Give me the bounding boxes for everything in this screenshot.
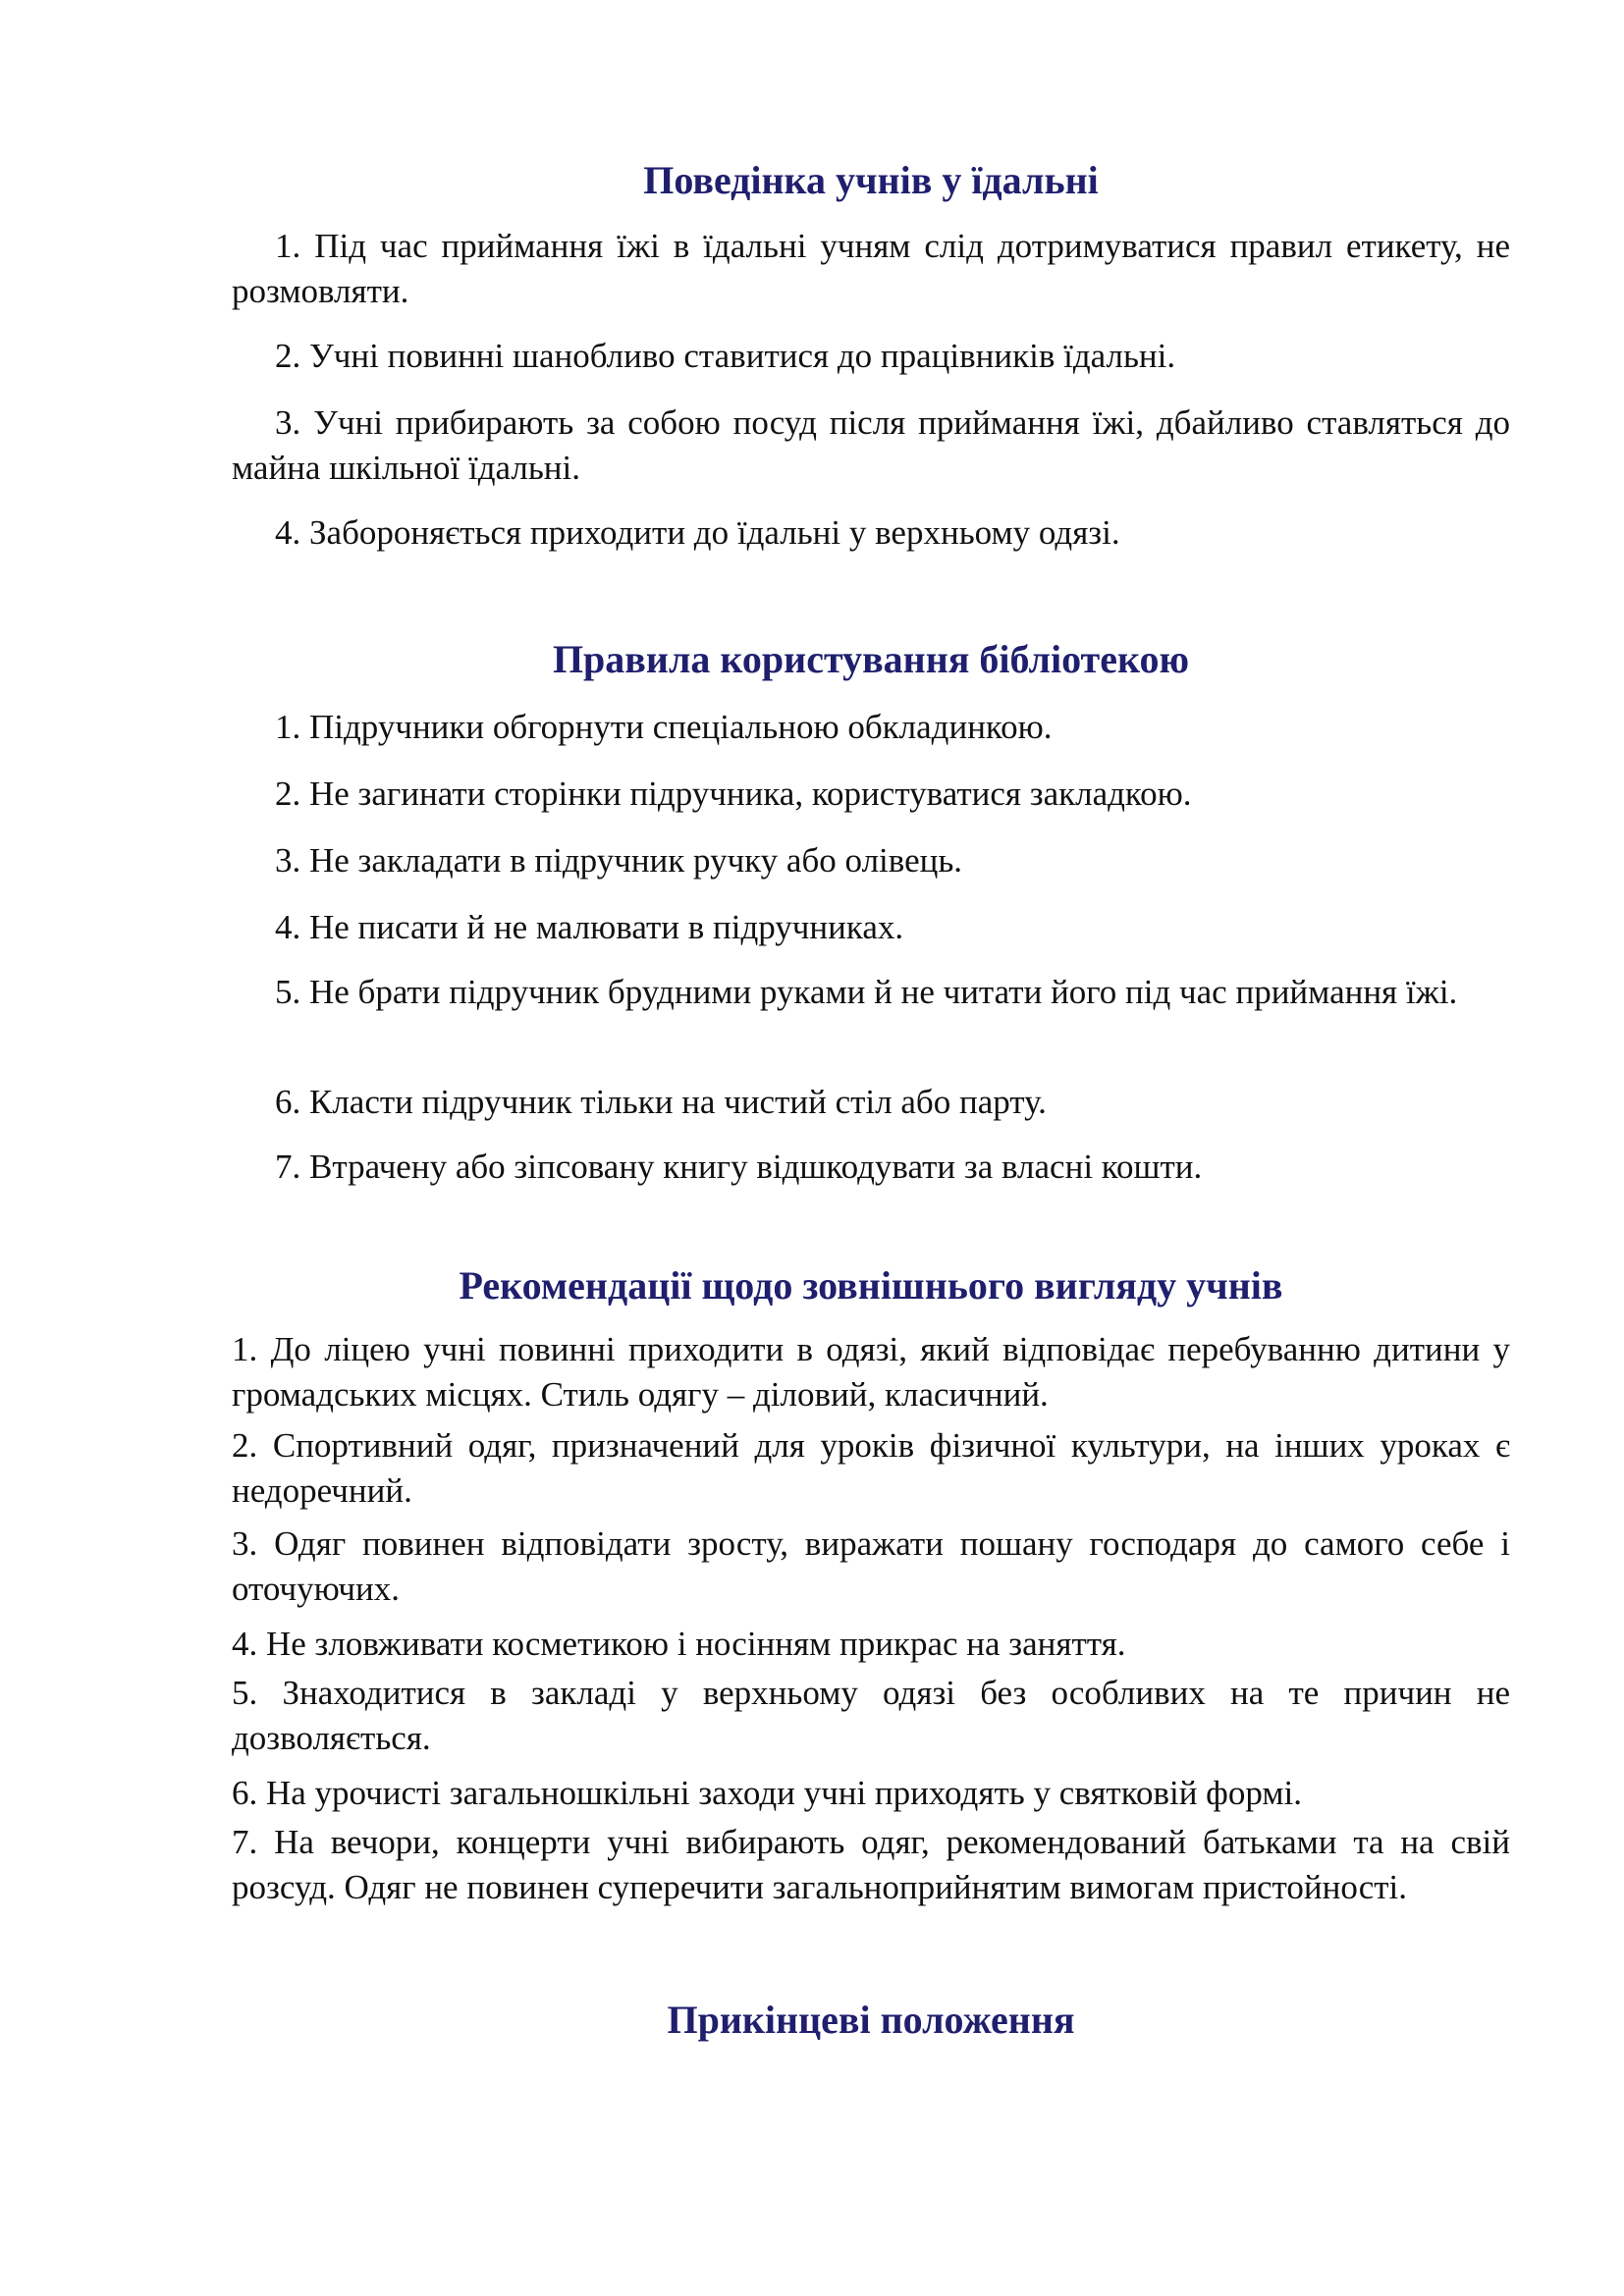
item-number: 7. — [275, 1148, 301, 1186]
item-number: 3. — [232, 1524, 258, 1563]
item-number: 7. — [232, 1823, 258, 1861]
item-number: 4. — [275, 908, 301, 946]
list-item — [232, 1080, 1510, 1125]
list-item — [232, 510, 1510, 556]
list-item — [232, 1820, 1510, 1910]
item-number: 4. — [232, 1625, 258, 1663]
section-title-appearance: Рекомендації щодо зовнішнього вигляду учнів — [459, 1263, 1283, 1308]
item-number: 1. — [232, 1330, 258, 1368]
item-number: 5. — [232, 1674, 258, 1712]
list-item — [232, 905, 1510, 950]
item-text: Забороняється приходити до їдальні у верхньому одязі. — [309, 513, 1120, 552]
item-text: Одяг повинен відповідати зросту, виражати пошану господаря до самого себе і оточуючих. — [232, 1524, 1510, 1608]
item-number: 3. — [275, 841, 301, 880]
list-item — [232, 1423, 1510, 1514]
item-text: Учні повинні шанобливо ставитися до працівників їдальні. — [309, 337, 1176, 375]
item-number: 6. — [232, 1774, 258, 1812]
section-title-library: Правила користування бібліотекою — [552, 637, 1190, 681]
item-text: Спортивний одяг, призначений для уроків фізичної культури, на інших уроках є недоречний. — [232, 1426, 1510, 1510]
list-item — [232, 1522, 1510, 1612]
item-text: Не закладати в підручник ручку або олівець. — [309, 841, 963, 880]
list-item — [232, 224, 1510, 314]
list-item — [232, 334, 1510, 379]
item-text: Не брати підручник брудними руками й не читати його під час приймання їжі. — [309, 973, 1458, 1011]
item-number: 4. — [275, 513, 301, 552]
list-item — [232, 705, 1510, 750]
list-item — [232, 970, 1510, 1015]
item-text: Не писати й не малювати в підручниках. — [309, 908, 904, 946]
item-text: Під час приймання їжі в їдальні учням слід дотримуватися правил етикету, не розмовляти. — [232, 227, 1511, 310]
item-text: Знаходитися в закладі у верхньому одязі без особливих на те причин не дозволяється. — [232, 1674, 1510, 1757]
section-title-final-provisions: Прикінцеві положення — [667, 1998, 1075, 2042]
item-number: 2. — [275, 774, 301, 813]
item-number: 6. — [275, 1083, 301, 1121]
item-text: Учні прибирають за собою посуд після приймання їжі, дбайливо ставляться до майна шкільної їдальні. — [232, 403, 1511, 487]
item-text: Класти підручник тільки на чистий стіл або парту. — [309, 1083, 1047, 1121]
item-text: Підручники обгорнути спеціальною обкладинкою. — [309, 708, 1053, 746]
list-item — [232, 1622, 1510, 1667]
item-text: До ліцею учні повинні приходити в одязі, який відповідає перебуванню дитини у громадських місцях. Стиль одягу – діловий, класичний. — [232, 1330, 1511, 1414]
item-number: 3. — [275, 403, 301, 442]
item-number: 1. — [275, 708, 301, 746]
item-text: Втрачену або зіпсовану книгу відшкодувати за власні кошти. — [309, 1148, 1203, 1186]
list-item — [232, 1671, 1510, 1761]
item-number: 2. — [232, 1426, 258, 1465]
list-item — [232, 772, 1510, 817]
item-number: 5. — [275, 973, 301, 1011]
item-text: На урочисті загальношкільні заходи учні приходять у святковій формі. — [266, 1774, 1302, 1812]
list-item — [232, 1771, 1510, 1816]
item-number: 1. — [275, 227, 301, 265]
item-text: Не загинати сторінки підручника, користуватися закладкою. — [309, 774, 1192, 813]
list-item — [232, 400, 1510, 491]
item-text: На вечори, концерти учні вибирають одяг, рекомендований батьками та на свій розсуд. Одяг не повинен суперечити загальноприйнятим вимогам пристойності. — [232, 1823, 1511, 1906]
item-number: 2. — [275, 337, 301, 375]
item-text: Не зловживати косметикою і носінням прикрас на заняття. — [266, 1625, 1126, 1663]
list-item — [232, 1327, 1510, 1417]
list-item — [232, 838, 1510, 883]
section-title-canteen: Поведінка учнів у їдальні — [643, 158, 1099, 202]
list-item — [232, 1145, 1510, 1190]
